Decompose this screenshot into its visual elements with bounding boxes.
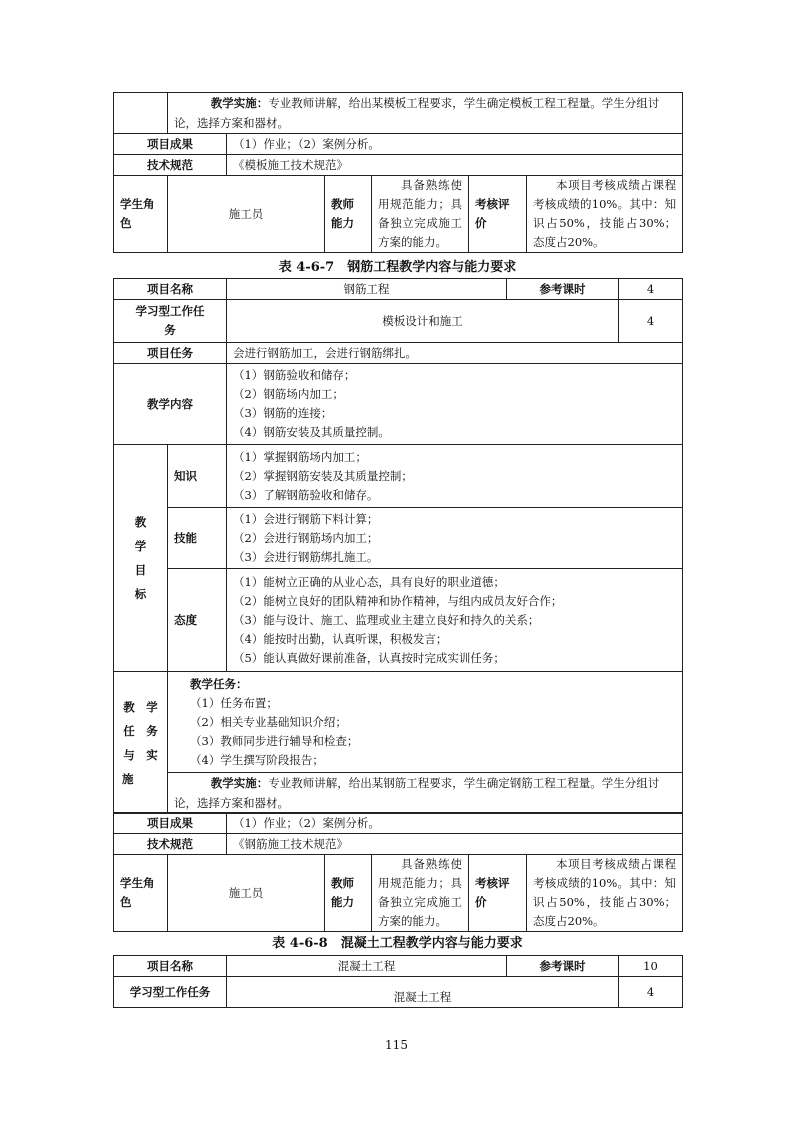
section1-role-label: 学生角色 (114, 176, 168, 253)
table-468-task-name: 混凝土工程 (227, 977, 619, 1008)
impl-label-line: 与 实 (123, 747, 158, 762)
list-item: （2）掌握钢筋安装及其质量控制； (233, 468, 413, 483)
list-item: （4）学生撰写阶段报告； (190, 752, 324, 767)
table-468-ref-hours-label: 参考课时 (507, 956, 619, 977)
table-468-title: 表 4-6-8 混凝土工程教学内容与能力要求 (272, 936, 523, 951)
impl-label-line: 施 (122, 771, 134, 786)
table-467-ref-hours: 4 (619, 279, 683, 300)
table-467-impl-label (114, 672, 168, 814)
table-467-attitude-list (227, 569, 683, 672)
table-467-content-label: 教学内容 (114, 364, 227, 445)
list-item: （3）会进行钢筋绑扎施工。 (233, 549, 379, 564)
section1-outcome-label: 项目成果 (114, 134, 227, 155)
table-467-knowledge-list (227, 445, 683, 508)
table-468-project-row (114, 956, 683, 977)
list-item: （3）能与设计、施工、监理或业主建立良好和持久的关系； (233, 612, 540, 627)
goal-char: 学 (134, 539, 147, 553)
table-467-teaching-task-label: 教学任务： (190, 676, 248, 691)
list-item: （4）钢筋安装及其质量控制。 (233, 425, 390, 439)
table-467-outcome-value: （1）作业；（2）案例分析。 (227, 813, 683, 834)
table-467-task-row (114, 300, 683, 343)
table-467-content-list (227, 364, 683, 445)
list-item: （4）能按时出勤，认真听课，积极发言； (233, 631, 448, 646)
table-467-knowledge-row (114, 445, 683, 508)
table-467-skill-label: 技能 (168, 508, 227, 569)
section1-impl-label-cell (114, 93, 168, 134)
impl-label-line: 教 学 (123, 699, 158, 714)
table-467-outcome-row (114, 813, 683, 834)
goal-char: 标 (134, 587, 147, 601)
list-item: （1）任务布置； (190, 695, 278, 710)
table-467-assess-label: 考核评价 (469, 855, 527, 932)
table-468-project-name-label: 项目名称 (114, 956, 227, 977)
section1-impl-row (114, 93, 683, 134)
page-number: 115 (385, 1038, 408, 1052)
table-467-ref-hours-label: 参考课时 (507, 279, 619, 300)
table-467-impl-row (114, 773, 683, 814)
table-467-impl-label-text: 教学实施： (210, 776, 269, 790)
list-item: （1）掌握钢筋场内加工； (233, 449, 367, 464)
section1-table-block (113, 92, 682, 253)
table-467-teaching-task-row (114, 672, 683, 773)
table-468-task-hours: 4 (619, 977, 683, 1008)
table-467-spec-row (114, 834, 683, 855)
section1-spec-row (114, 155, 683, 176)
table-468-ref-hours: 10 (619, 956, 683, 977)
section1-outcome-row (114, 134, 683, 155)
section1-outcome-value: （1）作业；（2）案例分析。 (227, 134, 683, 155)
section1-impl-label: 教学实施： (210, 96, 269, 110)
table-467-knowledge-label: 知识 (168, 445, 227, 508)
table-467-project-name: 钢筋工程 (227, 279, 507, 300)
table-467-assess-value: 本项目考核成绩占课程考核成绩的10%。其中：知识占50%，技能占30%；态度占20%。 (527, 855, 683, 932)
list-item: （1）钢筋验收和储存； (233, 368, 356, 382)
section1-ability-label: 教师能力 (325, 176, 372, 253)
table-467-project-row (114, 279, 683, 300)
list-item: （1）会进行钢筋下料计算； (233, 511, 379, 526)
section1-spec-value: 《模板施工技术规范》 (227, 155, 683, 176)
table-467-footer (113, 812, 683, 932)
list-item: （2）相关专业基础知识介绍； (190, 714, 347, 729)
table-468-project-name: 混凝土工程 (227, 956, 507, 977)
table-467-role-value: 施工员 (168, 855, 325, 932)
list-item: （2）会进行钢筋场内加工； (233, 530, 379, 545)
table-467-footer-block (113, 812, 682, 932)
table-467-task-name: 模板设计和施工 (227, 300, 619, 343)
list-item: （5）能认真做好课前准备，认真按时完成实训任务； (233, 650, 505, 665)
section1-table (113, 92, 683, 253)
list-item: （1）能树立正确的从业心态，具有良好的职业道德； (233, 574, 505, 589)
table-467-outcome-label: 项目成果 (114, 813, 227, 834)
table-467-skill-list (227, 508, 683, 569)
section1-assess-value: 本项目考核成绩占课程考核成绩的10%。其中：知识占50%，技能占30%；态度占20%。 (527, 176, 683, 253)
table-467-project-task-row (114, 343, 683, 364)
table-467-attitude-label: 态度 (168, 569, 227, 672)
table-467-skill-row (114, 508, 683, 569)
list-item: （3）钢筋的连接； (233, 406, 333, 420)
list-item: （3）教师同步进行辅导和检查； (190, 733, 359, 748)
section1-spec-label: 技术规范 (114, 155, 227, 176)
table-468-task-row (114, 977, 683, 1008)
table-468-task-label: 学习型工作任务 (114, 977, 227, 1008)
table-467 (113, 278, 683, 814)
impl-label-line: 任 务 (123, 723, 158, 738)
table-467-spec-value: 《钢筋施工技术规范》 (227, 834, 683, 855)
table-467-project-task: 会进行钢筋加工，会进行钢筋绑扎。 (227, 343, 683, 364)
table-467-role-row (114, 855, 683, 932)
list-item: （2）能树立良好的团队精神和协作精神，与组内成员友好合作； (233, 593, 563, 608)
table-467-impl-text: 专业教师讲解，给出某钢筋工程要求，学生确定钢筋工程工程量。学生分组讨论，选择方案和器材。 (174, 776, 660, 810)
table-467-ability-value: 具备熟练使用规范能力；具备独立完成施工方案的能力。 (372, 855, 469, 932)
table-467-goal-label (114, 445, 168, 672)
goal-char: 教 (134, 515, 147, 529)
table-467-project-task-label: 项目任务 (114, 343, 227, 364)
list-item: （2）钢筋场内加工； (233, 387, 344, 401)
section1-role-value: 施工员 (168, 176, 325, 253)
table-467-title: 表 4-6-7 钢筋工程教学内容与能力要求 (278, 260, 517, 275)
goal-char: 目 (134, 563, 147, 577)
section1-ability-value: 具备熟练使用规范能力；具备独立完成施工方案的能力。 (372, 176, 469, 253)
list-item: （3）了解钢筋验收和储存。 (233, 487, 379, 502)
table-467-block (113, 278, 682, 814)
table-467-role-label: 学生角色 (114, 855, 168, 932)
table-467-teaching-task-cell (168, 672, 683, 773)
table-467-task-hours: 4 (619, 300, 683, 343)
table-468-block (113, 955, 682, 1008)
table-467-ability-label: 教师能力 (325, 855, 372, 932)
table-467-attitude-row (114, 569, 683, 672)
section1-impl-cell (168, 93, 683, 134)
section1-assess-label: 考核评价 (469, 176, 527, 253)
table-467-project-name-label: 项目名称 (114, 279, 227, 300)
section1-role-row (114, 176, 683, 253)
table-467-impl-cell (168, 773, 683, 814)
table-467-content-row (114, 364, 683, 445)
table-468 (113, 955, 683, 1008)
section1-impl-text: 专业教师讲解，给出某模板工程要求，学生确定模板工程工程量。学生分组讨论，选择方案和器材。 (174, 96, 660, 130)
table-467-spec-label: 技术规范 (114, 834, 227, 855)
table-467-task-label: 学习型工作任务 (114, 300, 227, 343)
